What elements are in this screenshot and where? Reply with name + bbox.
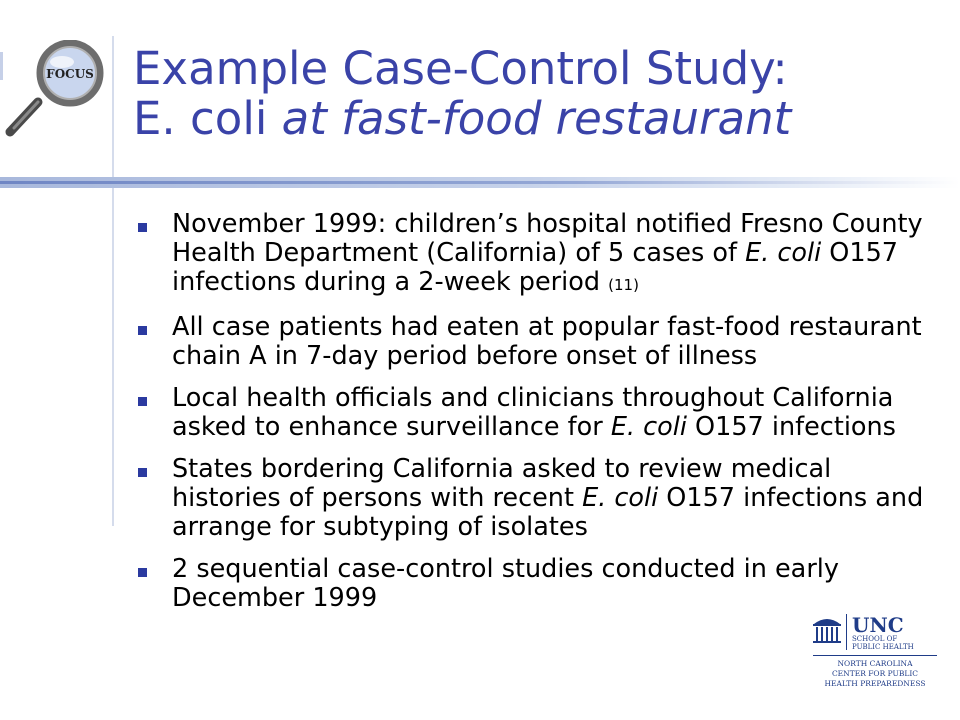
bullet-text: 2 sequential case-control studies conducted in early December 1999 <box>172 554 839 613</box>
title-divider <box>0 177 960 188</box>
focus-logo-text: FOCUS <box>46 67 94 81</box>
nc-center-line1: NORTH CAROLINA <box>837 659 913 668</box>
bullet-italic: E. coli <box>745 238 822 268</box>
title-line2-plain: E. coli <box>133 92 268 145</box>
magnifying-glass-icon <box>10 43 100 132</box>
nc-center-line3: HEALTH PREPAREDNESS <box>824 679 926 688</box>
nc-center-line2: CENTER FOR PUBLIC <box>831 669 919 678</box>
bullet-italic: E. coli <box>582 483 659 513</box>
title-line2-italic: at fast-food restaurant <box>281 92 792 145</box>
title-line1: Example Case-Control Study: <box>133 42 788 95</box>
bullet-text: O157 infections during a 2-week period <box>172 238 899 297</box>
slide-title <box>133 44 953 144</box>
bullet-item <box>138 313 928 371</box>
citation: (11) <box>608 276 639 294</box>
bullet-item <box>138 210 928 300</box>
unc-school-line2: PUBLIC HEALTH <box>852 643 914 651</box>
bullet-item <box>138 384 928 442</box>
bullet-marker <box>138 468 147 477</box>
bullet-italic: E. coli <box>610 412 687 442</box>
bullet-text: O157 infections <box>686 412 896 442</box>
bullet-marker <box>138 568 147 577</box>
bullet-text: O157 infections and arrange for subtyping of isolates <box>172 483 924 542</box>
bullet-text: All case patients had eaten at popular fast-food restaurant chain A in 7-day period before onset of illness <box>172 312 922 371</box>
vertical-divider <box>112 36 114 526</box>
bullet-item <box>138 455 928 542</box>
focus-logo <box>0 40 110 140</box>
unc-logo <box>810 610 940 695</box>
bullet-text: November 1999: children’s hospital notified Fresno County Health Department (California) of 5 cases of <box>172 209 923 268</box>
old-well-icon <box>813 619 841 643</box>
bullet-marker <box>138 326 147 335</box>
unc-school-line1: SCHOOL OF <box>852 635 898 643</box>
bullet-list <box>138 210 928 626</box>
bullet-item <box>138 555 928 613</box>
unc-name: UNC <box>852 613 904 637</box>
bullet-text: States bordering California asked to review medical histories of persons with recent <box>172 454 832 513</box>
bullet-marker <box>138 397 147 406</box>
bullet-marker <box>138 223 147 232</box>
bullet-text: Local health officials and clinicians throughout California asked to enhance surveillance for <box>172 383 894 442</box>
